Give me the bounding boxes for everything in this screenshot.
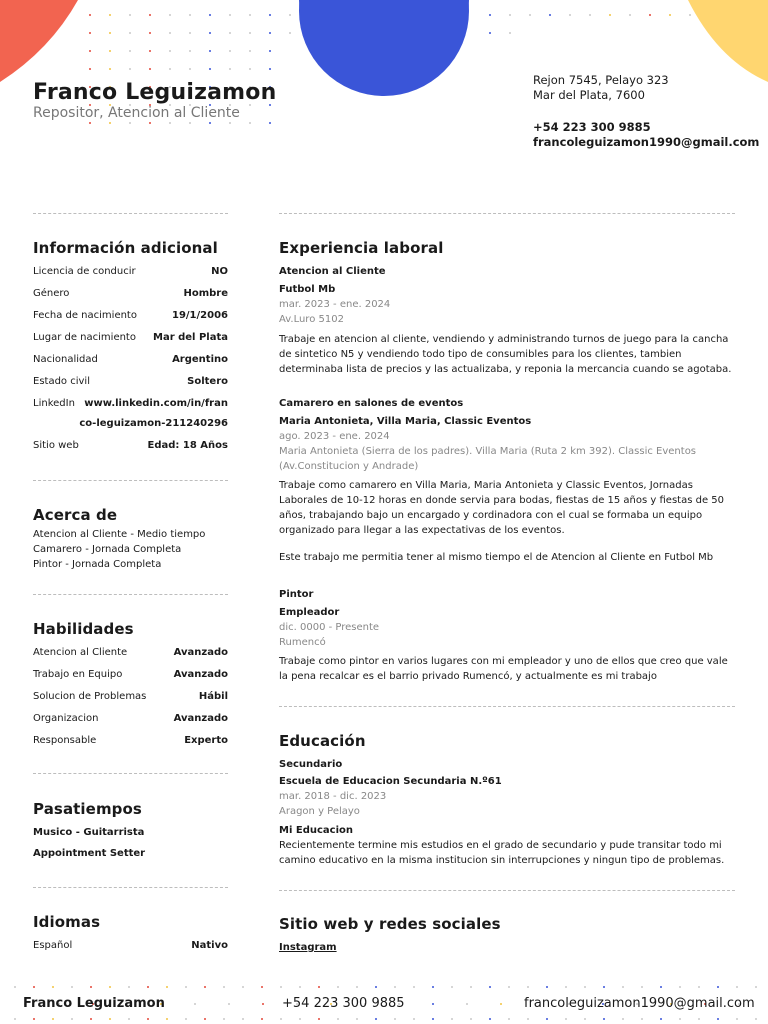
decor-dot xyxy=(209,122,211,124)
info-value: 19/1/2006 xyxy=(171,310,228,321)
decor-dot xyxy=(470,1018,472,1020)
website-label: Sitio web xyxy=(33,440,79,451)
decor-dot xyxy=(149,14,151,16)
decor-dot xyxy=(169,122,171,124)
decor-dot xyxy=(33,986,35,988)
info-value: Hombre xyxy=(183,288,228,299)
decor-dot xyxy=(149,32,151,34)
decor-dot xyxy=(249,32,251,34)
decor-dot xyxy=(500,1003,502,1005)
decor-dot xyxy=(717,1018,719,1020)
skill-name: Atencion al Cliente xyxy=(33,647,128,658)
decor-dot xyxy=(166,986,168,988)
decor-dot xyxy=(169,14,171,16)
decor-dot xyxy=(356,1018,358,1020)
languages-heading: Idiomas xyxy=(33,913,101,931)
decor-dot xyxy=(52,986,54,988)
decor-dot xyxy=(269,14,271,16)
decor-dot xyxy=(546,986,548,988)
info-label: Género xyxy=(33,288,70,299)
decor-dot xyxy=(229,32,231,34)
job-location: Maria Antonieta (Sierra de los padres). Villa Maria (Ruta 2 km 392). Classic Eventos (Av.Constitucion y Andrade) xyxy=(279,446,697,472)
job-employer: Futbol Mb xyxy=(279,284,336,295)
decor-dot xyxy=(109,50,111,52)
decor-dot xyxy=(394,986,396,988)
linkedin-url-line-2[interactable]: co-leguizamon-211240296 xyxy=(79,418,228,429)
decor-dot xyxy=(641,986,643,988)
decor-dot xyxy=(432,1003,434,1005)
skill-level: Avanzado xyxy=(173,647,228,658)
decor-dot xyxy=(189,122,191,124)
decor-dot xyxy=(356,986,358,988)
hobby-item: Appointment Setter xyxy=(33,848,146,859)
decor-dot xyxy=(466,1003,468,1005)
about-item: Camarero - Jornada Completa xyxy=(33,544,182,555)
decor-dot xyxy=(489,32,491,34)
info-label: Estado civil xyxy=(33,376,90,387)
decor-dot xyxy=(698,986,700,988)
job-description: Trabaje como pintor en varios lugares con mi empleador y uno de ellos que creo que vale la pena recalcar es el barrio privado Rumencó, y actualmente es mi trabajo xyxy=(279,656,728,682)
education-heading: Educación xyxy=(279,732,366,750)
skills-heading: Habilidades xyxy=(33,620,134,638)
info-heading: Información adicional xyxy=(33,239,218,257)
decor-dot xyxy=(147,986,149,988)
job-description-extra: Este trabajo me permitia tener al mismo tiempo el de Atencion al Cliente en Futbol Mb xyxy=(279,552,714,563)
decor-dot xyxy=(508,1018,510,1020)
address-line-2: Mar del Plata, 7600 xyxy=(533,88,645,102)
decor-dot xyxy=(432,986,434,988)
skill-level: Avanzado xyxy=(173,713,228,724)
job-role: Atencion al Cliente xyxy=(279,266,386,277)
decor-dot xyxy=(589,14,591,16)
decor-dot xyxy=(337,986,339,988)
decor-dot xyxy=(689,14,691,16)
decor-dot xyxy=(229,122,231,124)
job-description: Trabaje en atencion al cliente, vendiendo y administrando turnos de juego para la cancha de sintetico N5 y vendiendo todo tipo de consumibles para los clientes, tambien determinaba lista de precios y las actualizaba, y reponia la mercancia cuando se agotaba. xyxy=(279,334,732,375)
decor-dot xyxy=(280,1018,282,1020)
decor-dot xyxy=(149,68,151,70)
decor-dot xyxy=(189,32,191,34)
skill-level: Avanzado xyxy=(173,669,228,680)
decor-dot xyxy=(33,1018,35,1020)
decor-dot xyxy=(185,986,187,988)
about-item: Pintor - Jornada Completa xyxy=(33,559,162,570)
info-value: Mar del Plata xyxy=(153,332,228,343)
decor-dot xyxy=(185,1018,187,1020)
decor-dot xyxy=(71,986,73,988)
decor-dot xyxy=(509,14,511,16)
decor-dot xyxy=(209,50,211,52)
divider xyxy=(33,887,228,888)
decor-dot xyxy=(90,986,92,988)
decor-dot xyxy=(52,1018,54,1020)
decor-dot xyxy=(109,14,111,16)
decor-dot xyxy=(584,1018,586,1020)
decor-dot xyxy=(204,1018,206,1020)
decor-dot xyxy=(470,986,472,988)
language-name: Español xyxy=(33,940,73,951)
decor-dot xyxy=(169,50,171,52)
decor-dot xyxy=(261,986,263,988)
decor-dot xyxy=(109,122,111,124)
decor-dot xyxy=(109,986,111,988)
decor-dot xyxy=(280,986,282,988)
info-label: Lugar de nacimiento xyxy=(33,332,136,343)
decor-dot xyxy=(755,1018,757,1020)
decor-dot xyxy=(89,68,91,70)
decor-dot xyxy=(209,32,211,34)
decor-dot xyxy=(660,986,662,988)
job-employer: Maria Antonieta, Villa Maria, Classic Eventos xyxy=(279,416,532,427)
decor-dot xyxy=(228,1003,230,1005)
address-line-1: Rejon 7545, Pelayo 323 xyxy=(533,73,669,87)
decor-dot xyxy=(194,1003,196,1005)
decor-dot xyxy=(679,1018,681,1020)
decor-dot xyxy=(641,1018,643,1020)
decor-dot xyxy=(249,50,251,52)
info-label: Fecha de nacimiento xyxy=(33,310,137,321)
skill-name: Solucion de Problemas xyxy=(33,691,147,702)
decor-dot xyxy=(223,986,225,988)
education-dates: mar. 2018 - dic. 2023 xyxy=(279,791,387,802)
decor-dot xyxy=(717,986,719,988)
decor-dot xyxy=(649,14,651,16)
decor-dot xyxy=(189,14,191,16)
divider xyxy=(279,213,735,214)
education-level: Secundario xyxy=(279,759,343,770)
decor-dot xyxy=(169,68,171,70)
info-value: Argentino xyxy=(172,354,228,365)
decor-dot xyxy=(204,986,206,988)
job-employer: Empleador xyxy=(279,607,340,618)
decor-dot xyxy=(375,986,377,988)
divider xyxy=(33,480,228,481)
divider xyxy=(279,890,735,891)
decor-dot xyxy=(223,1018,225,1020)
contact-email[interactable]: francoleguizamon1990@gmail.com xyxy=(533,135,760,149)
contact-phone[interactable]: +54 223 300 9885 xyxy=(533,120,651,134)
decor-dot xyxy=(89,32,91,34)
web-heading: Sitio web y redes sociales xyxy=(279,915,501,933)
decor-dot xyxy=(14,986,16,988)
decor-dot xyxy=(318,986,320,988)
divider xyxy=(33,213,228,214)
decor-dot xyxy=(527,1018,529,1020)
decor-dot xyxy=(129,32,131,34)
decor-dot xyxy=(489,1018,491,1020)
education-subtitle: Mi Educacion xyxy=(279,825,353,836)
info-value: Soltero xyxy=(187,376,228,387)
job-role: Camarero en salones de eventos xyxy=(279,398,464,409)
decor-dot xyxy=(337,1018,339,1020)
decor-dot xyxy=(90,1018,92,1020)
decor-dot xyxy=(509,32,511,34)
job-location: Av.Luro 5102 xyxy=(279,314,344,325)
education-description: Recientemente termine mis estudios en el grado de secundario y pude transitar todo mi camino educativo en la misma institucion sin interrupciones y ningun tipo de problemas. xyxy=(279,840,725,866)
decor-dot xyxy=(489,14,491,16)
decor-dot xyxy=(736,1018,738,1020)
decor-dot xyxy=(189,50,191,52)
hobby-item: Musico - Guitarrista xyxy=(33,827,145,838)
decor-dot xyxy=(149,122,151,124)
decor-dot xyxy=(375,1018,377,1020)
decor-dot xyxy=(565,986,567,988)
decor-dot xyxy=(129,68,131,70)
decor-dot xyxy=(603,986,605,988)
skill-name: Organizacion xyxy=(33,713,99,724)
decor-dot xyxy=(262,1003,264,1005)
skill-name: Responsable xyxy=(33,735,97,746)
decor-dot xyxy=(249,68,251,70)
decor-dot xyxy=(269,68,271,70)
candidate-title: Repositor, Atencion al Cliente xyxy=(33,105,240,121)
decor-dot xyxy=(147,1018,149,1020)
job-dates: mar. 2023 - ene. 2024 xyxy=(279,299,391,310)
decor-dot xyxy=(669,14,671,16)
decor-dot xyxy=(660,1018,662,1020)
decor-dot xyxy=(249,14,251,16)
decor-dot xyxy=(242,1018,244,1020)
education-school: Escuela de Educacion Secundaria N.º61 xyxy=(279,776,502,787)
decor-dot xyxy=(546,1018,548,1020)
decor-dot xyxy=(169,32,171,34)
decor-dot xyxy=(549,14,551,16)
decor-dot xyxy=(229,14,231,16)
decor-dot xyxy=(603,1018,605,1020)
decor-dot xyxy=(189,68,191,70)
linkedin-url-line-1[interactable]: www.linkedin.com/in/fran xyxy=(84,398,228,409)
decor-dot xyxy=(229,50,231,52)
decor-dot xyxy=(413,1018,415,1020)
divider xyxy=(33,594,228,595)
decor-dot xyxy=(529,14,531,16)
decor-dot xyxy=(261,1018,263,1020)
decor-dot xyxy=(89,14,91,16)
decor-dot xyxy=(128,1018,130,1020)
decor-dot xyxy=(289,32,291,34)
decor-dot xyxy=(629,14,631,16)
decor-dot xyxy=(569,14,571,16)
footer-email[interactable]: francoleguizamon1990@gmail.com xyxy=(524,996,755,1011)
decor-dot xyxy=(622,986,624,988)
about-list xyxy=(33,527,233,572)
contact-block xyxy=(533,73,759,150)
skill-name: Trabajo en Equipo xyxy=(33,669,123,680)
decor-dot xyxy=(508,986,510,988)
decor-dot xyxy=(755,986,757,988)
decor-dot xyxy=(149,50,151,52)
skill-level: Hábil xyxy=(198,691,228,702)
decor-dot xyxy=(109,68,111,70)
decor-dot xyxy=(229,68,231,70)
linkedin-label: LinkedIn xyxy=(33,398,75,409)
decor-dot xyxy=(89,50,91,52)
decor-dot xyxy=(71,1018,73,1020)
job-dates: dic. 0000 - Presente xyxy=(279,622,380,633)
website-value: Edad: 18 Años xyxy=(147,440,228,451)
job-dates: ago. 2023 - ene. 2024 xyxy=(279,431,390,442)
decor-dot xyxy=(209,68,211,70)
divider xyxy=(33,773,228,774)
decor-dot xyxy=(565,1018,567,1020)
decor-dot xyxy=(269,122,271,124)
footer-phone[interactable]: +54 223 300 9885 xyxy=(282,996,405,1011)
decor-dot xyxy=(609,14,611,16)
decor-dot xyxy=(584,986,586,988)
decor-dot xyxy=(129,122,131,124)
decor-dot xyxy=(451,986,453,988)
decor-dot xyxy=(166,1018,168,1020)
decor-dot xyxy=(299,986,301,988)
decor-dot xyxy=(413,986,415,988)
decor-dot xyxy=(209,14,211,16)
decor-dot xyxy=(679,986,681,988)
decor-dot xyxy=(129,50,131,52)
decor-dot xyxy=(128,986,130,988)
decor-dot xyxy=(269,50,271,52)
language-level: Nativo xyxy=(191,940,228,951)
decor-dot xyxy=(89,122,91,124)
job-role: Pintor xyxy=(279,589,314,600)
about-item: Atencion al Cliente - Medio tiempo xyxy=(33,529,206,540)
decor-dot xyxy=(451,1018,453,1020)
about-heading: Acerca de xyxy=(33,506,118,524)
decor-dot xyxy=(269,32,271,34)
decor-dot xyxy=(318,1018,320,1020)
job-description: Trabaje como camarero en Villa Maria, Maria Antonieta y Classic Eventos, Jornadas Laborales de 10-12 horas en donde servia para bodas, fiestas de 15 años y fiestas de 50 años, trabajando bajo un encargado y cordinadora con el cual se formaba un equipo organizado para llegar a las expectativas de los eventos. xyxy=(279,480,725,536)
candidate-name: Franco Leguizamon xyxy=(33,80,277,105)
decor-dot xyxy=(394,1018,396,1020)
decor-dot xyxy=(242,986,244,988)
info-value: NO xyxy=(211,266,228,277)
footer-name: Franco Leguizamon xyxy=(23,996,165,1011)
instagram-link[interactable]: Instagram xyxy=(279,942,337,953)
decor-dot xyxy=(14,1018,16,1020)
hobbies-heading: Pasatiempos xyxy=(33,800,142,818)
decor-dot xyxy=(698,1018,700,1020)
decor-dot xyxy=(129,14,131,16)
decor-dot xyxy=(527,986,529,988)
decor-dot xyxy=(622,1018,624,1020)
info-label: Nacionalidad xyxy=(33,354,98,365)
skill-level: Experto xyxy=(184,735,228,746)
decor-dot xyxy=(432,1018,434,1020)
experience-heading: Experiencia laboral xyxy=(279,239,444,257)
decor-dot xyxy=(289,14,291,16)
decor-dot xyxy=(109,1018,111,1020)
decor-dot xyxy=(109,32,111,34)
decor-dot xyxy=(489,986,491,988)
decor-dot xyxy=(299,1018,301,1020)
divider xyxy=(279,706,735,707)
decor-dot xyxy=(249,122,251,124)
decor-dot xyxy=(736,986,738,988)
education-location: Aragon y Pelayo xyxy=(279,806,360,817)
job-location: Rumencó xyxy=(279,637,326,648)
info-label: Licencia de conducir xyxy=(33,266,136,277)
